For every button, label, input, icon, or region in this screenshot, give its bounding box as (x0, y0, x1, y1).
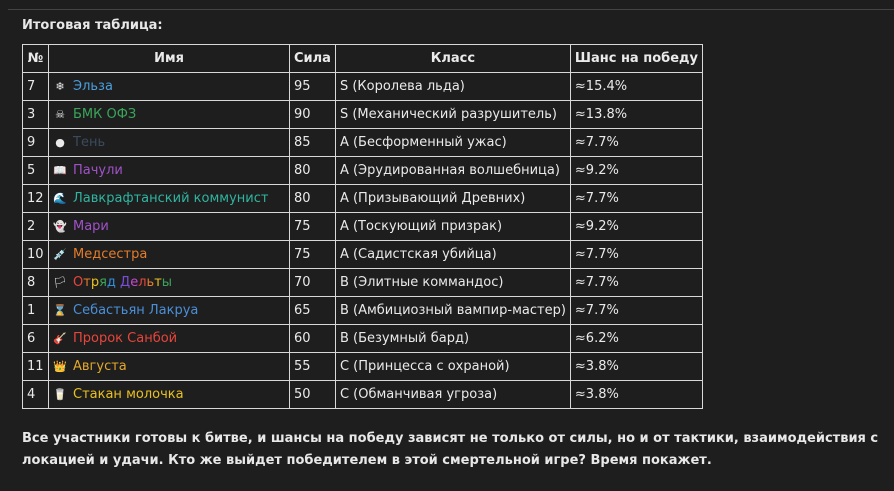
participant-cell (49, 381, 290, 409)
participant-name: БМК ОФЗ (73, 107, 137, 122)
table-row (23, 297, 703, 325)
row-number: 8 (23, 269, 49, 297)
participant-cell (49, 185, 290, 213)
win-chance: ≈15.4% (570, 73, 702, 101)
power-value: 90 (290, 101, 336, 129)
participant-name: Августа (73, 359, 127, 374)
book-icon: 📖 (53, 164, 67, 177)
snowflake-icon: ❄ (55, 80, 65, 93)
table-row (23, 101, 703, 129)
power-value: 55 (290, 353, 336, 381)
win-chance: ≈9.2% (570, 213, 702, 241)
row-number: 3 (23, 101, 49, 129)
participant-cell (49, 353, 290, 381)
participant-cell (49, 325, 290, 353)
table-row (23, 381, 703, 409)
class-value: S (Механический разрушитель) (335, 101, 570, 129)
participant-cell (49, 101, 290, 129)
class-value: C (Принцесса с охраной) (335, 353, 570, 381)
class-value: A (Призывающий Древних) (335, 185, 570, 213)
table-row (23, 73, 703, 101)
header-chance: Шанс на победу (570, 45, 702, 73)
win-chance: ≈9.2% (570, 157, 702, 185)
participant-name: Пачули (73, 163, 123, 178)
power-value: 65 (290, 297, 336, 325)
power-value: 80 (290, 185, 336, 213)
table-row (23, 157, 703, 185)
power-value: 60 (290, 325, 336, 353)
class-value: S (Королева льда) (335, 73, 570, 101)
win-chance: ≈7.7% (570, 185, 702, 213)
header-power: Сила (290, 45, 336, 73)
participant-name: Медсестра (73, 247, 148, 262)
syringe-icon: 💉 (53, 248, 67, 261)
table-row (23, 353, 703, 381)
row-number: 10 (23, 241, 49, 269)
row-number: 2 (23, 213, 49, 241)
win-chance: ≈7.7% (570, 297, 702, 325)
table-heading: Итоговая таблица: (22, 18, 163, 33)
win-chance: ≈3.8% (570, 381, 702, 409)
hourglass-icon: ⌛ (53, 304, 67, 317)
participant-cell (49, 213, 290, 241)
power-value: 50 (290, 381, 336, 409)
header-name: Имя (49, 45, 290, 73)
class-value: A (Бесформенный ужас) (335, 129, 570, 157)
participant-name: Себастьян Лакруа (73, 303, 199, 318)
wave-icon: 🌊 (53, 192, 67, 205)
win-chance: ≈7.7% (570, 269, 702, 297)
participant-name: Тень (73, 135, 106, 150)
row-number: 6 (23, 325, 49, 353)
class-value: A (Эрудированная волшебница) (335, 157, 570, 185)
table-row (23, 213, 703, 241)
row-number: 9 (23, 129, 49, 157)
class-value: C (Обманчивая угроза) (335, 381, 570, 409)
participant-cell (49, 157, 290, 185)
win-chance: ≈7.7% (570, 129, 702, 157)
participant-name: Пророк Санбой (73, 331, 178, 346)
participant-name: Стакан молочка (73, 387, 184, 402)
power-value: 75 (290, 213, 336, 241)
participant-cell (49, 269, 290, 297)
win-chance: ≈7.7% (570, 241, 702, 269)
rainbow-flag-icon: 🏳 (53, 276, 67, 289)
class-value: B (Безумный бард) (335, 325, 570, 353)
results-table (22, 44, 703, 409)
shadow-orb-icon: ● (55, 136, 65, 149)
power-value: 75 (290, 241, 336, 269)
row-number: 11 (23, 353, 49, 381)
table-row (23, 129, 703, 157)
participant-name: Эльза (73, 79, 113, 94)
participant-cell (49, 129, 290, 157)
crown-icon: 👑 (53, 360, 67, 373)
win-chance: ≈3.8% (570, 353, 702, 381)
power-value: 70 (290, 269, 336, 297)
class-value: A (Садистская убийца) (335, 241, 570, 269)
participant-cell (49, 73, 290, 101)
header-num: № (23, 45, 49, 73)
table-body (23, 73, 703, 409)
row-number: 1 (23, 297, 49, 325)
class-value: A (Тоскующий призрак) (335, 213, 570, 241)
row-number: 4 (23, 381, 49, 409)
ghost-icon: 👻 (53, 220, 67, 233)
row-number: 5 (23, 157, 49, 185)
power-value: 80 (290, 157, 336, 185)
power-value: 95 (290, 73, 336, 101)
participant-cell (49, 297, 290, 325)
skull-icon: ☠ (55, 108, 65, 121)
class-value: B (Элитные коммандос) (335, 269, 570, 297)
table-row (23, 185, 703, 213)
table-row (23, 241, 703, 269)
guitar-icon: 🎸 (53, 332, 67, 345)
participant-name: Отряд Дельты (73, 275, 173, 290)
class-value: B (Амбициозный вампир-мастер) (335, 297, 570, 325)
win-chance: ≈6.2% (570, 325, 702, 353)
participant-name: Лавкрафтанский коммунист (73, 191, 269, 206)
power-value: 85 (290, 129, 336, 157)
summary-paragraph: Все участники готовы к битве, и шансы на победу зависят не только от силы, но и от тактики, взаимодействия с локацией и удачи. Кто же выйдет победителем в этой смертельной игре? Время покажет. (22, 431, 879, 468)
table-row (23, 325, 703, 353)
header-class: Класс (335, 45, 570, 73)
participant-name: Мари (73, 219, 109, 234)
row-number: 12 (23, 185, 49, 213)
top-divider (8, 9, 894, 10)
table-header-row (23, 45, 703, 73)
table-row (23, 269, 703, 297)
win-chance: ≈13.8% (570, 101, 702, 129)
milk-glass-icon: 🥛 (53, 388, 67, 401)
row-number: 7 (23, 73, 49, 101)
participant-cell (49, 241, 290, 269)
